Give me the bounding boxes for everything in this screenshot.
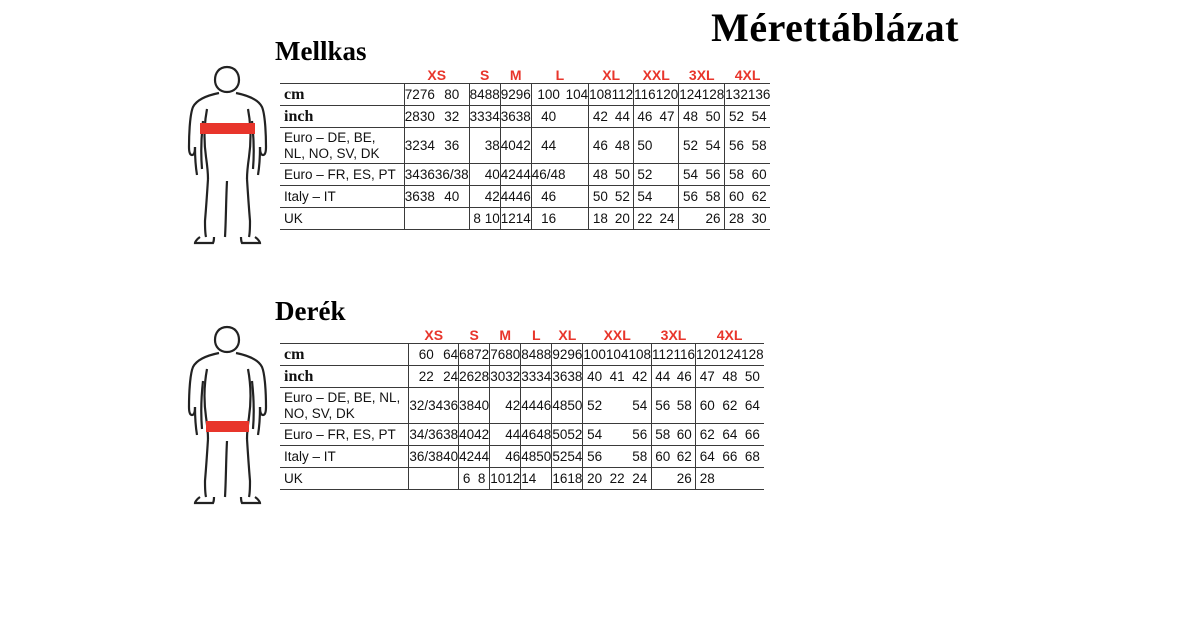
cell: 38 [485,128,501,164]
cell: 54 [567,446,583,468]
cell: 92 [500,84,516,106]
size-header-s: S [480,67,490,83]
cell: 60 [674,424,696,446]
cell: 10 [490,468,506,490]
row-label: inch [280,366,409,388]
cell: 68 [741,446,764,468]
cell: 52 [634,164,656,186]
cell: 26 [674,468,696,490]
row-label-line1: Euro – DE, BE, NL, NO, SV, DK [284,130,380,161]
cell: 56 [628,424,651,446]
cell: 32 [505,366,521,388]
table-row [280,106,770,128]
cell: 100 [583,344,606,366]
cell: 18 [567,468,583,490]
row-label-line1: Euro – DE, BE, NL, NO, SV, DK [284,390,401,421]
cell: 36 [404,186,420,208]
cell: 44 [612,106,634,128]
cell: 46 [536,388,552,424]
cell: 80 [435,84,469,106]
table-row [280,164,770,186]
cell: 22 [634,208,656,230]
cell: 42 [474,424,490,446]
cell: 48 [679,106,702,128]
size-header-4xl: 4XL [716,327,743,343]
cell: 44 [521,388,537,424]
row-label: Euro – FR, ES, PT [280,164,404,186]
cell: 128 [741,344,764,366]
section-chest [175,36,770,251]
cell [651,468,673,490]
cell: 104 [566,84,589,106]
cell: 6 [459,468,475,490]
cell: 56 [679,186,702,208]
cell: 76 [420,84,435,106]
cell: 120 [696,344,719,366]
cell: 88 [485,84,501,106]
cell [420,208,435,230]
cell: 32 [404,128,420,164]
cell: 40 [474,388,490,424]
cell: 8 [474,468,490,490]
cell: 54 [583,424,606,446]
cell: 54 [702,128,725,164]
cell [566,128,589,164]
cell: 47 [696,366,719,388]
row-label: UK [280,468,409,490]
cell: 8 [469,208,485,230]
cell: 18 [589,208,612,230]
table-row [280,468,764,490]
cell: 44 [500,186,516,208]
cell: 32/34 [409,388,443,424]
cell: 10 [485,208,501,230]
cell: 38 [567,366,583,388]
cell: 34 [404,164,420,186]
cell: 48 [612,128,634,164]
size-header-3xl: 3XL [660,327,687,343]
cell: 36/38 [409,446,443,468]
cell: 62 [696,424,719,446]
cell: 40 [459,424,475,446]
cell: 52 [725,106,748,128]
cell: 100 [531,84,565,106]
cell: 24 [628,468,651,490]
cell: 66 [741,424,764,446]
table-row [280,208,770,230]
cell: 44 [474,446,490,468]
cell [490,446,506,468]
cell [443,468,459,490]
size-header-m: M [499,327,512,343]
cell: 26 [459,366,475,388]
male-torso-chest-measure-icon [175,61,280,251]
cell: 48 [536,424,552,446]
cell: 136 [748,84,771,106]
cell: 64 [741,388,764,424]
cell: 88 [536,344,552,366]
waist-size-header-row [280,327,764,344]
cell: 24 [443,366,459,388]
size-header-xs: XS [424,327,444,343]
cell: 72 [474,344,490,366]
size-header-l: L [555,67,565,83]
table-row [280,366,764,388]
cell [469,128,485,164]
cell: 36 [552,366,568,388]
cell: 50 [702,106,725,128]
cell: 56 [725,128,748,164]
cell: 41 [606,366,629,388]
cell: 42 [485,186,501,208]
cell: 12 [500,208,516,230]
cell: 58 [674,388,696,424]
cell: 66 [719,446,742,468]
cell: 20 [583,468,606,490]
cell: 34 [420,128,435,164]
cell: 50 [634,128,656,164]
cell [656,128,679,164]
cell: 26 [702,208,725,230]
cell: 14 [521,468,537,490]
row-label: Italy – IT [280,186,404,208]
cell: 40 [443,446,459,468]
size-header-xxl: XXL [603,327,631,343]
chest-size-header-row [280,67,770,84]
cell [469,186,485,208]
cell [566,106,589,128]
cell: 34/36 [409,424,443,446]
cell: 42 [516,128,532,164]
cell: 34 [536,366,552,388]
cell: 20 [612,208,634,230]
cell: 112 [612,84,634,106]
cell [566,186,589,208]
cell: 54 [634,186,656,208]
chest-size-table [280,67,770,230]
row-label: cm [280,84,404,106]
cell: 22 [606,468,629,490]
cell: 64 [696,446,719,468]
cell: 132 [725,84,748,106]
cell: 30 [748,208,771,230]
table-row [280,388,764,424]
cell: 30 [420,106,435,128]
cell: 68 [459,344,475,366]
size-header-xl: XL [558,327,577,343]
cell: 62 [748,186,771,208]
cell: 48 [552,388,568,424]
cell: 120 [656,84,679,106]
cell: 52 [552,446,568,468]
cell: 124 [719,344,742,366]
cell: 40 [531,106,565,128]
cell: 40 [500,128,516,164]
cell: 58 [651,424,673,446]
cell [409,468,443,490]
male-torso-waist-measure-icon [175,321,280,511]
cell: 72 [404,84,420,106]
cell [741,468,764,490]
cell: 40 [583,366,606,388]
size-header-xl: XL [602,67,621,83]
row-label: inch [280,106,404,128]
cell: 48 [719,366,742,388]
cell: 33 [521,366,537,388]
cell: 30 [490,366,506,388]
cell: 104 [606,344,629,366]
cell: 44 [651,366,673,388]
cell: 54 [748,106,771,128]
cell: 60 [748,164,771,186]
size-header-l: L [532,327,541,343]
table-row [280,344,764,366]
cell: 42 [628,366,651,388]
table-row [280,446,764,468]
cell: 40 [485,164,501,186]
cell [656,186,679,208]
cell: 47 [656,106,679,128]
cell: 54 [628,388,651,424]
size-header-4xl: 4XL [734,67,761,83]
cell: 84 [469,84,485,106]
row-label: Italy – IT [280,446,409,468]
table-row [280,84,770,106]
cell: 56 [583,446,606,468]
cell: 42 [500,164,516,186]
cell [719,468,742,490]
cell: 128 [702,84,725,106]
cell [566,208,589,230]
cell: 50 [536,446,552,468]
cell [490,388,506,424]
table-row [280,128,770,164]
cell: 52 [612,186,634,208]
cell: 44 [516,164,532,186]
cell: 56 [651,388,673,424]
row-label: Euro – FR, ES, PT [280,424,409,446]
cell [566,164,589,186]
cell: 50 [612,164,634,186]
section-waist [175,296,764,511]
cell: 46 [634,106,656,128]
cell: 76 [490,344,506,366]
cell: 22 [409,366,443,388]
cell: 80 [505,344,521,366]
cell: 36 [500,106,516,128]
row-label [280,388,409,424]
cell: 42 [459,446,475,468]
cell: 52 [679,128,702,164]
cell [656,164,679,186]
table-row [280,424,764,446]
cell [469,164,485,186]
cell: 36 [435,128,469,164]
size-header-3xl: 3XL [688,67,715,83]
row-label: UK [280,208,404,230]
cell: 96 [516,84,532,106]
row-label: cm [280,344,409,366]
cell: 46 [674,366,696,388]
cell [404,208,420,230]
cell: 36 [420,164,435,186]
cell: 124 [679,84,702,106]
cell: 46 [505,446,521,468]
cell [606,424,629,446]
size-header-xs: XS [427,67,447,83]
size-header-xxl: XXL [642,67,670,83]
cell: 52 [567,424,583,446]
cell: 28 [725,208,748,230]
cell: 54 [679,164,702,186]
cell: 50 [567,388,583,424]
cell: 116 [634,84,656,106]
cell: 38 [516,106,532,128]
section-waist-heading: Derék [275,296,346,326]
cell: 48 [589,164,612,186]
cell: 58 [748,128,771,164]
cell: 58 [725,164,748,186]
cell: 16 [531,208,565,230]
cell [435,208,469,230]
section-chest-heading: Mellkas [275,36,367,66]
cell: 46 [516,186,532,208]
cell: 64 [443,344,459,366]
cell: 42 [589,106,612,128]
cell: 38 [459,388,475,424]
waist-size-table [280,327,764,490]
cell: 44 [531,128,565,164]
cell: 42 [505,388,521,424]
cell: 96 [567,344,583,366]
size-header-s: S [469,327,479,343]
cell: 24 [656,208,679,230]
cell: 32 [435,106,469,128]
cell: 36/38 [435,164,469,186]
cell: 28 [404,106,420,128]
cell [490,424,506,446]
cell: 12 [505,468,521,490]
cell: 40 [435,186,469,208]
cell: 58 [628,446,651,468]
cell: 36 [443,388,459,424]
cell: 46/48 [531,164,565,186]
row-label [280,128,404,164]
cell: 60 [696,388,719,424]
cell: 34 [485,106,501,128]
cell: 46 [521,424,537,446]
cell [606,388,629,424]
cell: 58 [702,186,725,208]
cell: 60 [651,446,673,468]
cell [536,468,552,490]
cell: 84 [521,344,537,366]
cell: 56 [702,164,725,186]
cell: 60 [725,186,748,208]
cell: 108 [628,344,651,366]
cell: 46 [589,128,612,164]
cell [679,208,702,230]
cell: 38 [420,186,435,208]
cell: 64 [719,424,742,446]
cell: 108 [589,84,612,106]
cell: 14 [516,208,532,230]
cell: 60 [409,344,443,366]
cell: 50 [589,186,612,208]
cell: 112 [651,344,673,366]
cell: 46 [531,186,565,208]
cell: 48 [521,446,537,468]
cell: 44 [505,424,521,446]
cell: 62 [719,388,742,424]
cell: 50 [552,424,568,446]
table-row [280,186,770,208]
cell: 38 [443,424,459,446]
page-title: Mérettáblázat [711,5,959,50]
cell: 52 [583,388,606,424]
cell: 33 [469,106,485,128]
cell: 116 [674,344,696,366]
cell: 28 [474,366,490,388]
cell: 28 [696,468,719,490]
cell: 62 [674,446,696,468]
cell: 92 [552,344,568,366]
size-header-m: M [509,67,522,83]
cell: 50 [741,366,764,388]
cell: 16 [552,468,568,490]
cell [606,446,629,468]
